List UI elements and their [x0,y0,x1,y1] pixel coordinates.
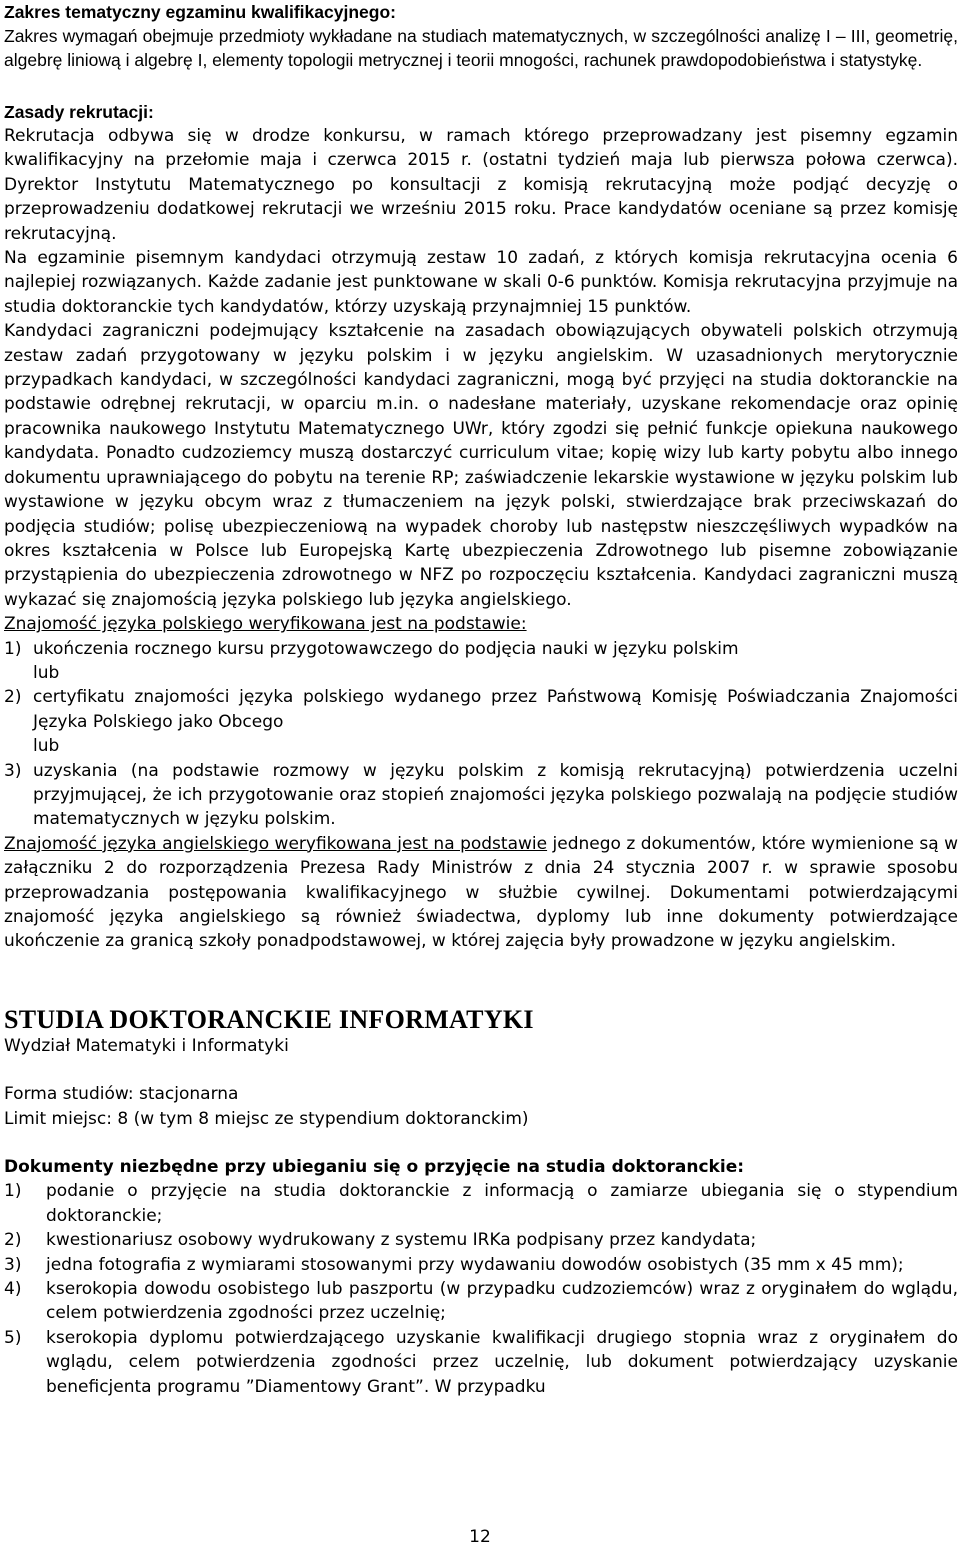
faculty-name: Wydział Matematyki i Informatyki [4,1035,289,1056]
list-item: 5) kserokopia dyplomu potwierdzającego uzyskanie kwalifikacji drugiego stopnia wraz z oryginałem do wglądu, celem potwierdzenia zgodności przez uczelnię, lub dokument potwierdzający uzyskanie beneficjenta programu ”Diamentowy Grant”. W przypadku [4,1327,958,1397]
document-page [4,0,958,1399]
or-connector: lub [33,736,60,757]
english-language-paragraph: Znajomość języka angielskiego weryfikowana jest na podstawie jednego z dokumentów, które wymienione są w załączniku 2 do rozporządzenia Prezesa Rady Ministrów z dnia 24 stycznia 2007 r. w sprawie sposobu przeprowadzania postępowania kwalifikacyjnego w służbie cywilnej. Dokumentami potwierdzającymi znajomość języka angielskiego są również świadectwa, dyplomy lub inne dokumenty potwierdzające ukończenie za granicą szkoły ponadpodstawowej, w której zajęcia były prowadzone w języku angielskim. [4,833,959,952]
required-documents-list [4,1179,958,1399]
list-item: 3) jedna fotografia z wymiarami stosowanymi przy wydawaniu dowodów osobistych (35 mm x 45 mm); [4,1254,904,1275]
exam-scope-text: Zakres wymagań obejmuje przedmioty wykładane na studiach matematycznych, w szczególności analizę I – III, geometrię, algebrę liniową i algebrę I, elementy topologii metrycznej i teorii mnogości, rachunek prawdopodobieństwa i statystykę. [4,26,958,70]
list-item: 4) kserokopia dowodu osobistego lub paszportu (w przypadku cudzoziemców) wraz z oryginałem do wglądu, celem potwierdzenia zgodności przez uczelnię; [4,1279,958,1324]
polish-language-heading: Znajomość języka polskiego weryfikowana jest na podstawie: [4,614,527,635]
section-title: STUDIA DOKTORANCKIE INFORMATYKI [4,1004,534,1034]
places-limit: Limit miejsc: 8 (w tym 8 miejsc ze stypendium doktoranckim) [4,1108,529,1129]
list-item: 1) podanie o przyjęcie na studia doktoranckie z informacją o zamiarze ubiegania się o stypendium doktoranckie; [4,1181,958,1226]
list-item: 2) kwestionariusz osobowy wydrukowany z systemu IRKa podpisany przez kandydata; [4,1230,757,1251]
study-form: Forma studiów: stacjonarna [4,1084,239,1105]
page-number: 12 [469,1527,491,1547]
list-item: 2) certyfikatu znajomości języka polskiego wydanego przez Państwową Komisję Poświadczania Znajomości Języka Polskiego jako Obcego [4,687,958,732]
exam-scope-heading: Zakres tematyczny egzaminu kwalifikacyjnego: [4,2,396,22]
recruitment-paragraph-3: Kandydaci zagraniczni podejmujący kształcenie na zasadach obowiązujących obywateli polskich otrzymują zestaw zadań przygotowany w języku polskim i w języku angielskim. W uzasadnionych merytorycznie przypadkach kandydaci, w szczególności kandydaci zagraniczni, mogą być przyjęci na studia doktoranckie na podstawie odrębnej rekrutacji, w oparciu m.in. o nadesłane materiały, uzyskane rekomendacje oraz opinię pracownika naukowego Instytutu Matematycznego UWr, który zgodzi się pełnić funkcje opiekuna naukowego kandydata. Ponadto cudzoziemcy muszą dostarczyć curriculum vitae; kopię wizy lub karty pobytu albo innego dokumentu uprawniającego do pobytu na terenie RP; zaświadczenie lekarskie wystawione w języku polskim lub wystawione w języku obcym wraz z tłumaczeniem na język polski, stwierdzające brak przeciwskazań do podjęcia studiów; polisę ubezpieczeniową na wypadek choroby lub następstw nieszczęśliwych wypadków na okres kształcenia w Polsce lub Europejską Kartę ubezpieczenia Zdrowotnego lub pisemne zobowiązanie przystąpienia do ubezpieczenia zdrowotnego w NFZ po rozpoczęciu kształcenia. Kandydaci zagraniczni muszą wykazać się znajomością języka polskiego lub języka angielskiego. [4,321,958,610]
recruitment-paragraph-2: Na egzaminie pisemnym kandydaci otrzymują zestaw 10 zadań, z których komisja rekrutacyjna ocenia 6 najlepiej rozwiązanych. Każde zadanie jest punktowane w skali 0-6 punktów. Komisja rekrutacyjna przyjmuje na studia doktoranckie tych kandydatów, którzy uzyskają przynajmniej 15 punktów. [4,248,958,317]
or-connector: lub [33,662,60,683]
list-item: 1) ukończenia rocznego kursu przygotowawczego do podjęcia nauki w języku polskim [4,638,739,659]
required-documents-heading: Dokumenty niezbędne przy ubieganiu się o przyjęcie na studia doktoranckie: [4,1157,745,1178]
recruitment-paragraph-1: Rekrutacja odbywa się w drodze konkursu, w ramach którego przeprowadzany jest pisemny egzamin kwalifikacyjny na przełomie maja i czerwca 2015 r. (ostatni tydzień maja lub pierwsza połowa czerwca). Dyrektor Instytutu Matematycznego po konsultacji z komisją rekrutacyjną może podjąć decyzję o przeprowadzeniu dodatkowej rekrutacji we wrześniu 2015 roku. Prace kandydatów oceniane są przez komisję rekrutacyjną. [4,126,958,244]
polish-language-list [4,637,958,661]
english-language-heading: Znajomość języka angielskiego weryfikowana jest na podstawie [4,833,548,854]
recruitment-rules-heading: Zasady rekrutacji: [4,102,154,122]
list-item: 3) uzyskania (na podstawie rozmowy w języku polskim z komisją rekrutacyjną) potwierdzenia uczelni przyjmującej, że ich przygotowanie oraz stopień znajomości języka polskiego pozwalają na podjęcie studiów matematycznych w języku polskim. [4,760,958,830]
